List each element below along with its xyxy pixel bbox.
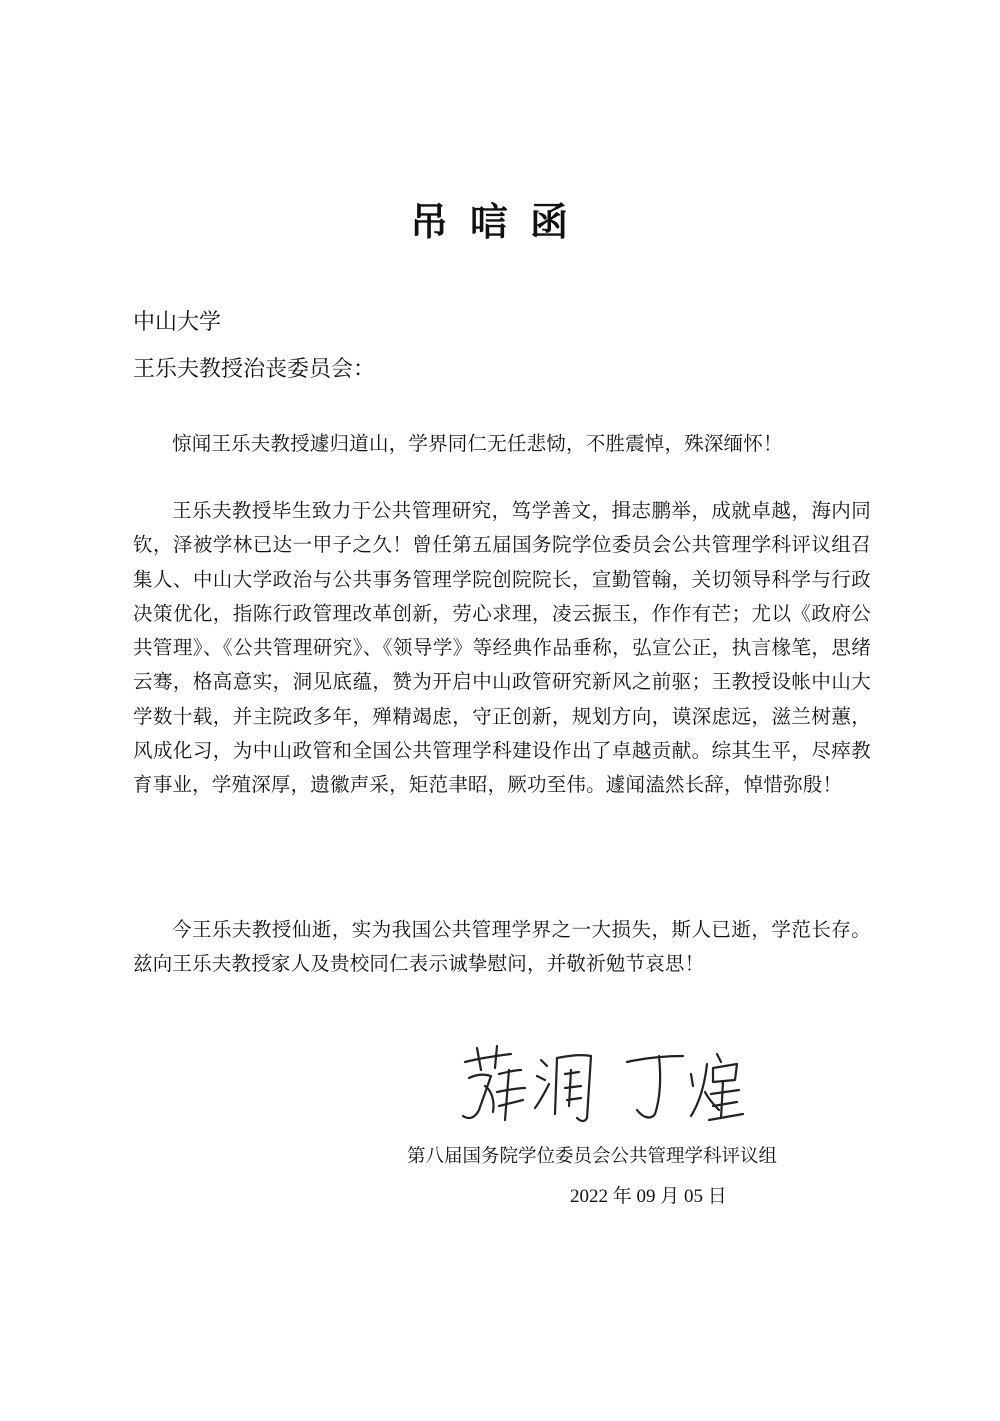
letter-title: 吊唁函	[409, 199, 590, 244]
paragraph-tribute: 王乐夫教授毕生致力于公共管理研究，笃学善文，揖志鹏举，成就卓越，海内同钦，泽被学林已达一甲子之久！曾任第五届国务院学位委员会公共管理学科评议组召集人、中山大学政治与公共事务管理学院创院院长，宣勤管翰，关切领导科学与行政决策优化，指陈行政管理改革创新，劳心求理，凌云振玉，作作有芒；尤以《政府公共管理》、《公共管理研究》、《领导学》等经典作品垂称，弘宣公正，执言椽笔，思绪云骞，格高意实，洞见底蕴，赞为开启中山政管研究新风之前驱；王教授设帐中山大学数十载，并主院政多年，殚精竭虑，守正创新，规划方向，谟深虑远，滋兰树蕙，风成化习，为中山政管和全国公共管理学科建设作出了卓越贡献。综其生平，尽瘁教育事业，学殖深厚，遗徽声采，矩范聿昭，厥功至伟。遽闻溘然长辞，悼惜弥殷！	[133, 499, 871, 797]
addressee-committee: 王乐夫教授治丧委员会：	[133, 357, 376, 382]
paragraph-opening: 惊闻王乐夫教授遽归道山，学界同仁无任悲恸，不胜震悼，殊深缅怀！	[172, 432, 783, 455]
handwritten-signature	[455, 1040, 745, 1125]
letter-date: 2022 年 09 月 05 日	[570, 1186, 727, 1207]
signing-committee: 第八届国务院学位委员会公共管理学科评议组	[407, 1146, 778, 1167]
paragraph-closing: 今王乐夫教授仙逝，实为我国公共管理学界之一大损失，斯人已逝，学范长存。兹向王乐夫教授家人及贵校同仁表示诚挚慰问，并敬祈勉节哀思！	[133, 918, 871, 976]
addressee-university: 中山大学	[133, 310, 222, 335]
